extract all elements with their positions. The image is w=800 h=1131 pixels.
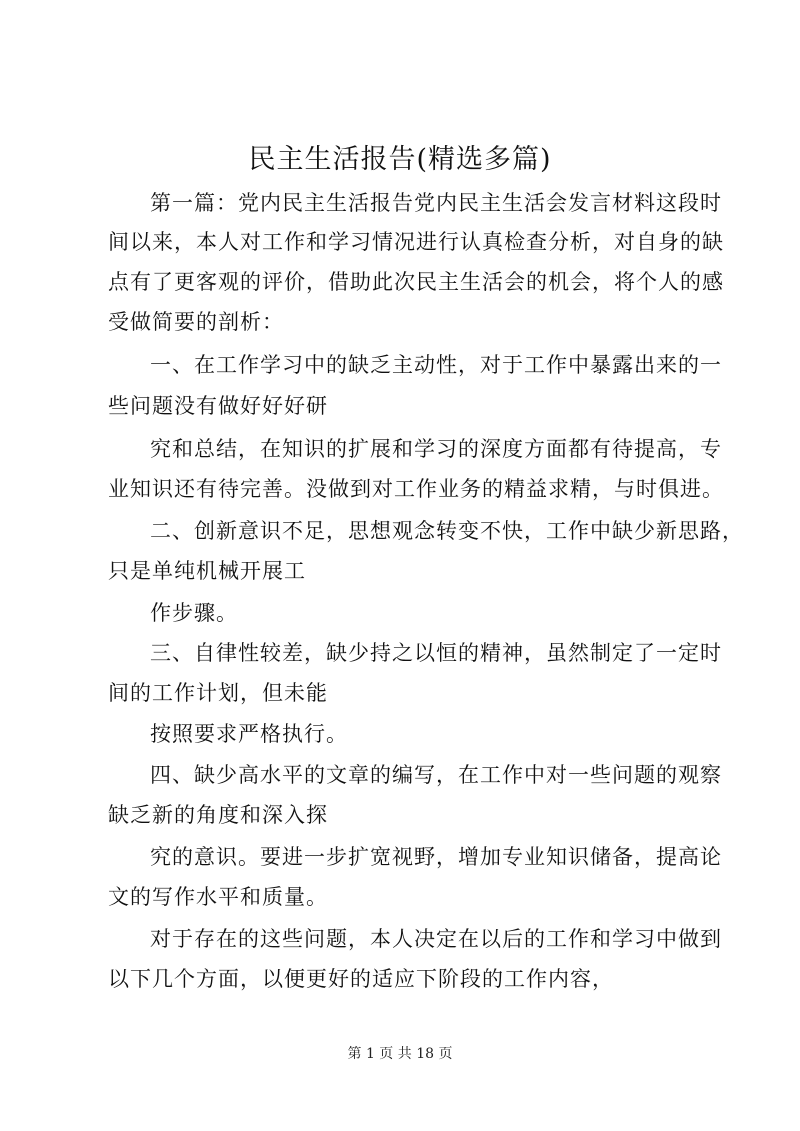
page-footer: 第 1 页 共 18 页 (347, 1046, 453, 1062)
text-line: 间以来，本人对工作和学习情况进行认真检查分析，对自身的缺 (108, 230, 724, 254)
text-line: 间的工作计划，但未能 (108, 681, 328, 705)
text-line: 受做简要的剖析： (108, 310, 284, 334)
text-line: 只是单纯机械开展工 (108, 559, 306, 583)
text-line: 究的意识。要进一步扩宽视野，增加专业知识储备，提高论 (150, 845, 722, 869)
text-line: 对于存在的这些问题，本人决定在以后的工作和学习中做到 (150, 927, 722, 951)
text-line: 二、创新意识不足，思想观念转变不快，工作中缺少新思路， (150, 519, 744, 543)
text-line: 些问题没有做好好好研 (108, 394, 328, 418)
text-line: 业知识还有待完善。没做到对工作业务的精益求精，与时俱进。 (108, 477, 724, 501)
text-line: 文的写作水平和质量。 (108, 885, 328, 909)
text-line: 缺乏新的角度和深入探 (108, 803, 328, 827)
text-line: 点有了更客观的评价，借助此次民主生活会的机会，将个人的感 (108, 270, 724, 294)
text-line: 三、自律性较差，缺少持之以恒的精神，虽然制定了一定时 (150, 641, 722, 665)
text-line: 四、缺少高水平的文章的编写，在工作中对一些问题的观察 (150, 763, 722, 787)
text-line: 一、在工作学习中的缺乏主动性，对于工作中暴露出来的一 (150, 353, 722, 377)
text-line: 以下几个方面，以便更好的适应下阶段的工作内容， (108, 967, 614, 991)
text-line: 第一篇：党内民主生活报告党内民主生活会发言材料这段时 (150, 191, 722, 215)
text-line: 究和总结，在知识的扩展和学习的深度方面都有待提高，专 (150, 437, 722, 461)
document-title: 民主生活报告(精选多篇) (248, 144, 552, 175)
text-line: 按照要求严格执行。 (150, 722, 348, 746)
text-line: 作步骤。 (150, 601, 238, 625)
